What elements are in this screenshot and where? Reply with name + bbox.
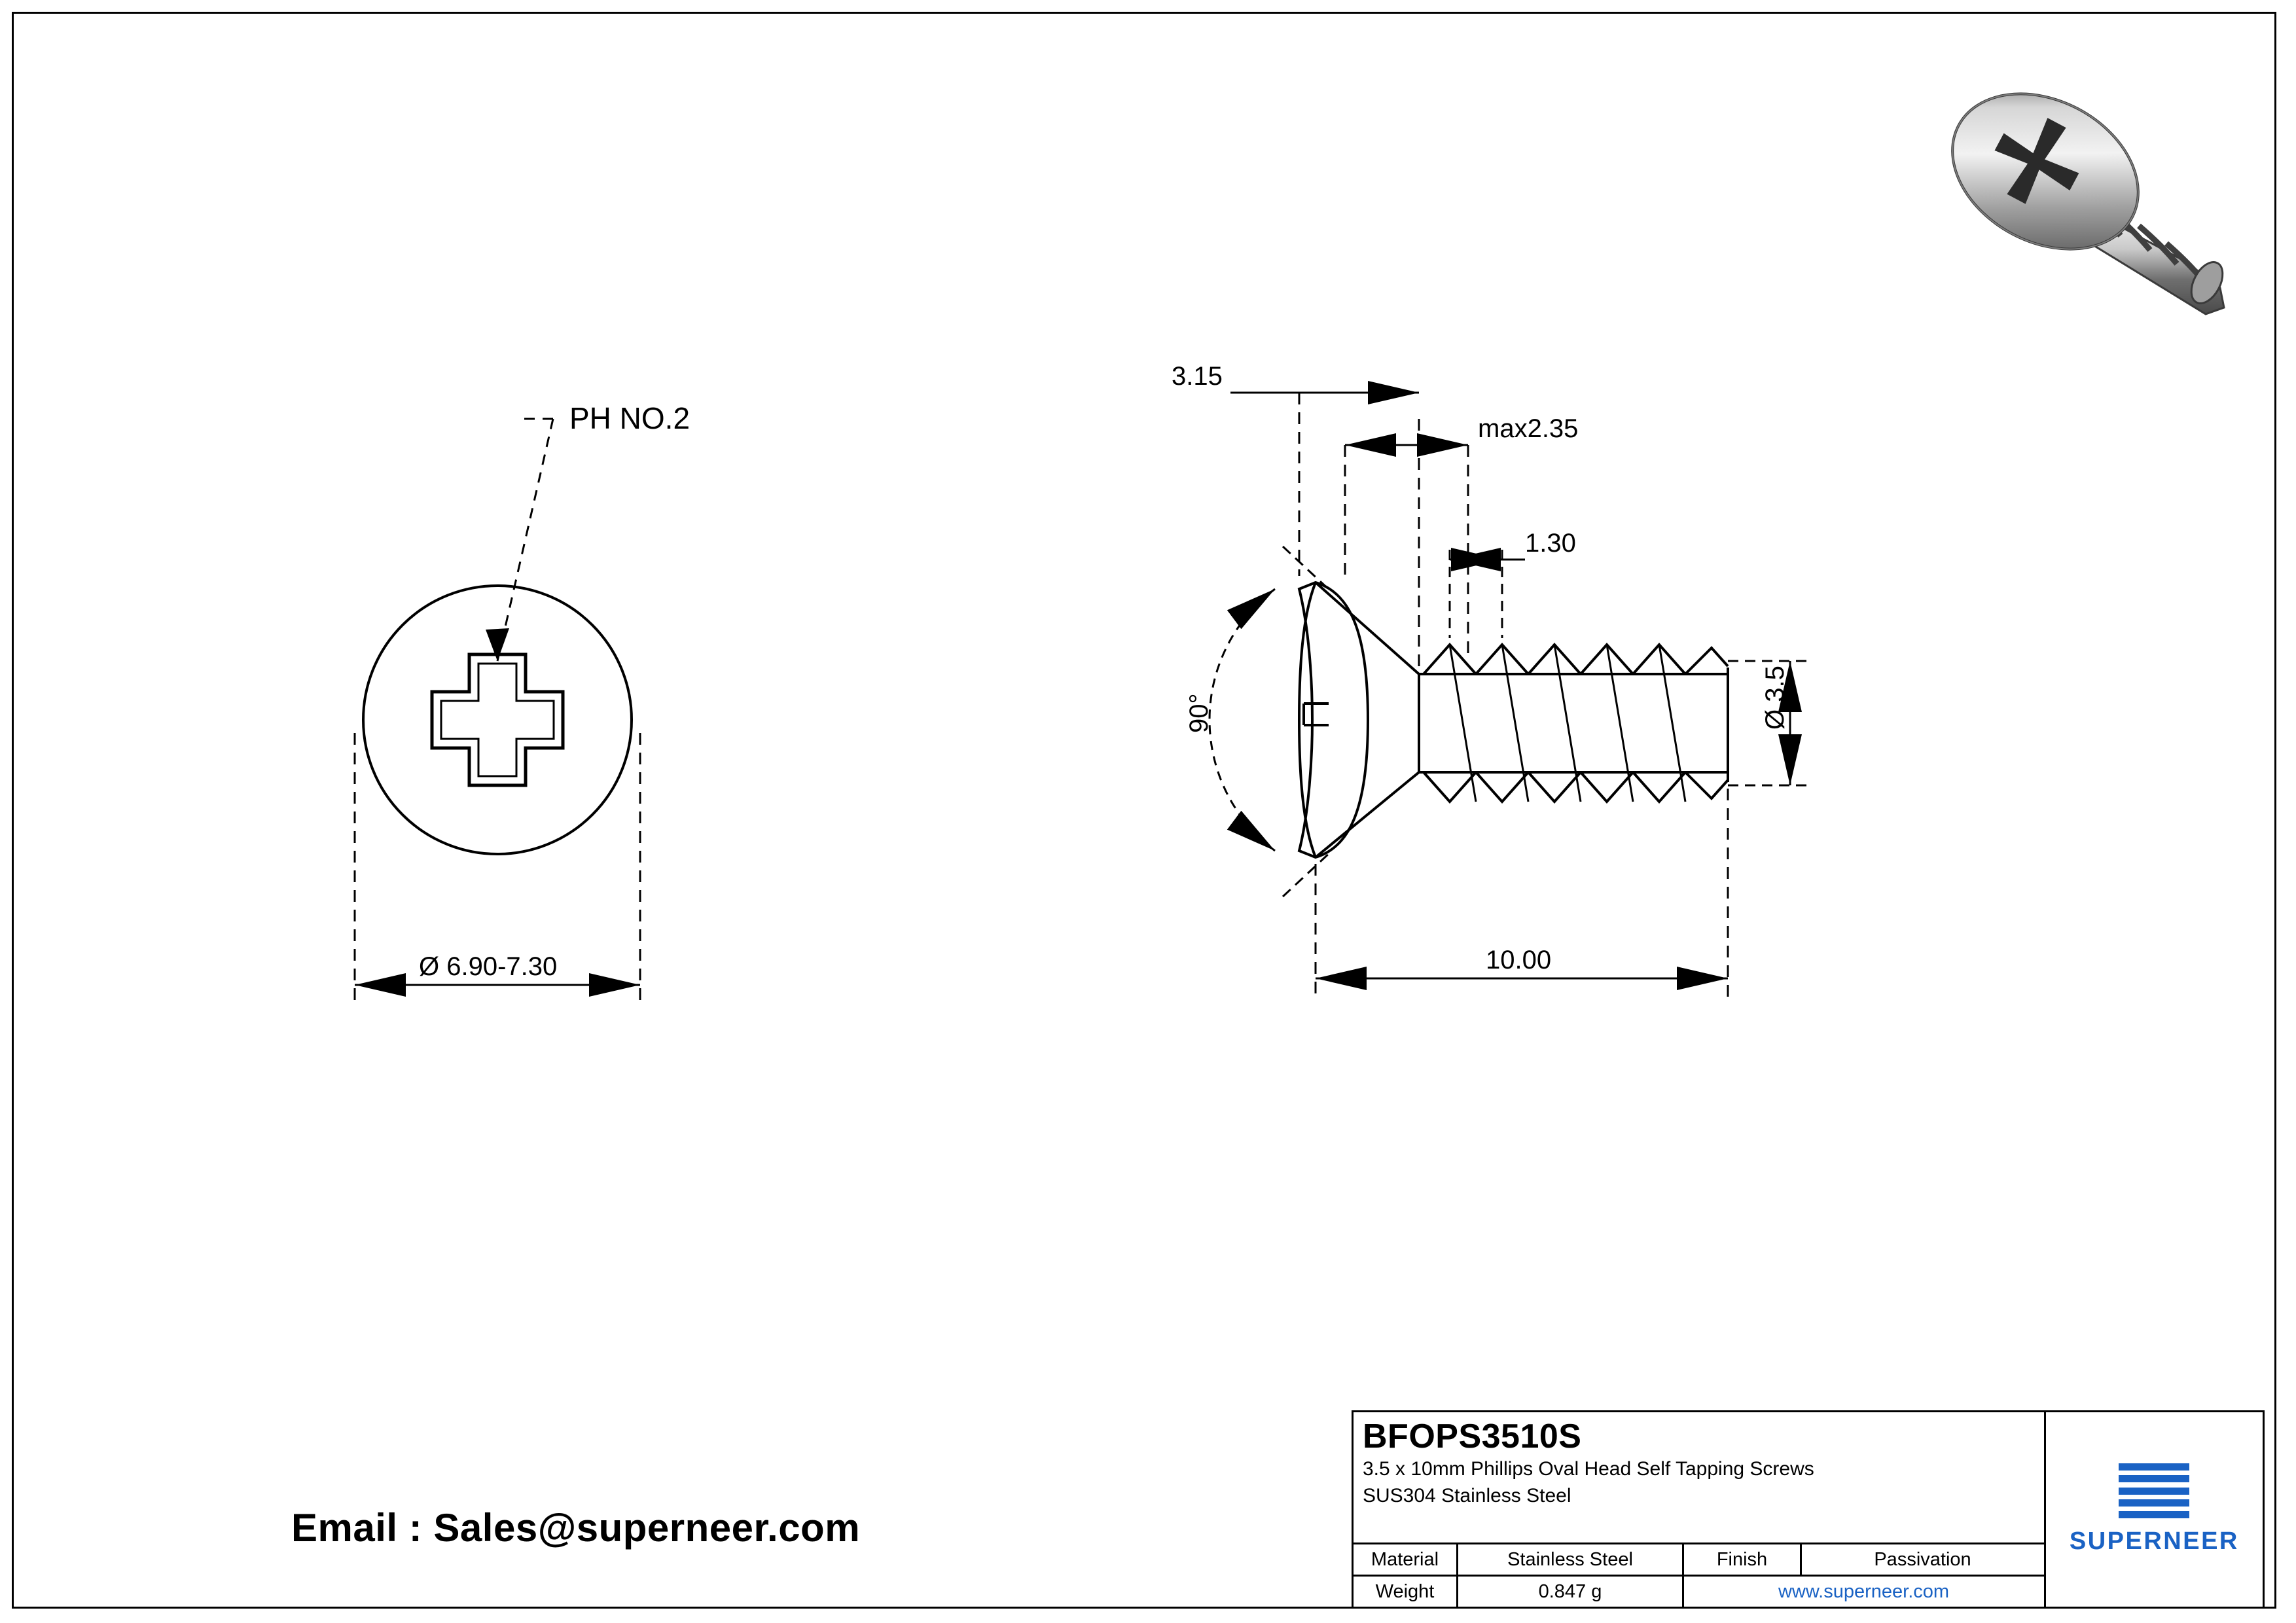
drive-callout-text: PH NO.2 (569, 401, 691, 435)
weight-row (1354, 1575, 2044, 1607)
material-value: Stainless Steel (1458, 1544, 1684, 1575)
weight-value: 0.847 g (1458, 1577, 1684, 1607)
screw-3d-render (1926, 63, 2229, 314)
title-block-spec-rows (1354, 1543, 2044, 1607)
material-row (1354, 1543, 2044, 1575)
overall-length-text: 10.00 (1486, 946, 1552, 974)
head-height-text: 3.15 (1172, 362, 1223, 391)
title-block-main (1354, 1412, 2046, 1607)
thread-start-text: max2.35 (1478, 414, 1579, 443)
end-view (355, 401, 690, 1008)
superneer-logo-icon (2119, 1463, 2189, 1518)
side-view (1172, 362, 1806, 1001)
thread-pitch-text: 1.30 (1525, 529, 1576, 558)
part-description-line2: SUS304 Stainless Steel (1363, 1484, 1571, 1507)
website-link[interactable]: www.superneer.com (1778, 1580, 1950, 1602)
title-block-header (1354, 1412, 2044, 1508)
finish-label: Finish (1684, 1544, 1802, 1575)
weight-label: Weight (1354, 1577, 1458, 1607)
contact-email: Email : Sales@superneer.com (291, 1506, 861, 1550)
title-block (1352, 1410, 2265, 1609)
brand-panel (2046, 1412, 2263, 1607)
part-description-line1: 3.5 x 10mm Phillips Oval Head Self Tapping Screws (1363, 1458, 1814, 1480)
part-code: BFOPS3510S (1363, 1418, 1582, 1455)
brand-name: SUPERNEER (2069, 1527, 2239, 1555)
head-diameter-text: Ø 6.90-7.30 (419, 952, 558, 981)
head-angle-text: 90° (1185, 693, 1213, 733)
material-label: Material (1354, 1544, 1458, 1575)
finish-value: Passivation (1874, 1548, 1971, 1570)
shank-diameter-text: Ø 3.5 (1761, 666, 1789, 730)
